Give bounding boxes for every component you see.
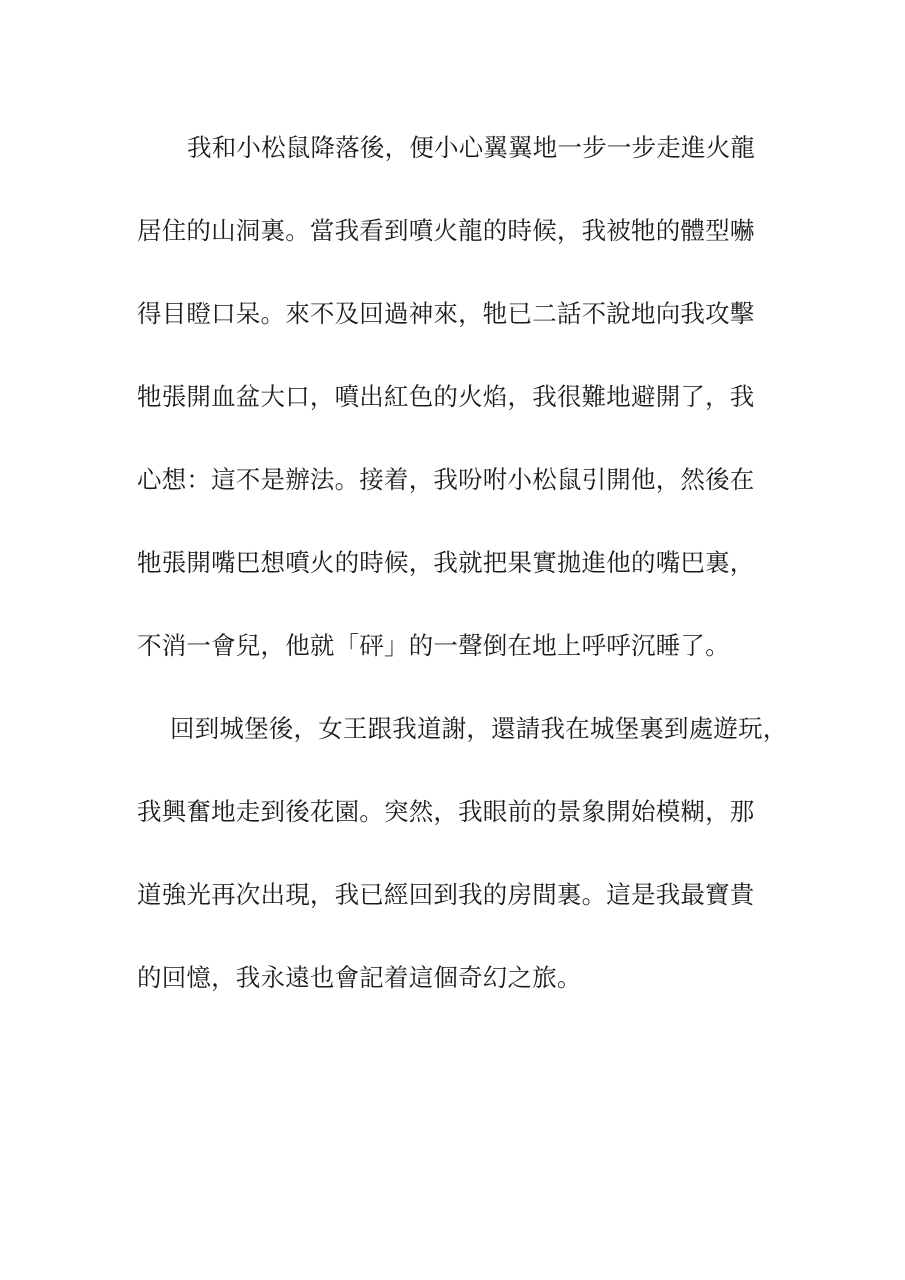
paragraph-2-line-1: 回到城堡後，女王跟我道謝，還請我在城堡裏到處遊玩，: [170, 714, 788, 743]
paragraph-1-line-7: 不消一會兒，他就「砰」的一聲倒在地上呼呼沉睡了。: [137, 631, 730, 660]
paragraph-1-line-6: 牠張開嘴巴想噴火的時候，我就把果實拋進他的嘴巴裏，: [137, 548, 755, 577]
paragraph-2-line-4: 的回憶，我永遠也會記着這個奇幻之旅。: [137, 963, 582, 992]
paragraph-1-line-5: 心想：這不是辦法。接着，我吩咐小松鼠引開他，然後在: [137, 465, 755, 494]
paragraph-2-line-2: 我興奮地走到後花園。突然，我眼前的景象開始模糊，那: [137, 797, 755, 826]
paragraph-1-line-3: 得目瞪口呆。來不及回過神來，牠已二話不說地向我攻擊: [137, 299, 755, 328]
paragraph-2-line-3: 道強光再次出現，我已經回到我的房間裏。這是我最寶貴: [137, 880, 755, 909]
paragraph-1-line-1: 我和小松鼠降落後，便小心翼翼地一步一步走進火龍: [187, 133, 756, 162]
paragraph-1-line-4: 牠張開血盆大口，噴出紅色的火焰，我很難地避開了，我: [137, 382, 755, 411]
paragraph-1-line-2: 居住的山洞裏。當我看到噴火龍的時候，我被牠的體型嚇: [137, 216, 755, 245]
